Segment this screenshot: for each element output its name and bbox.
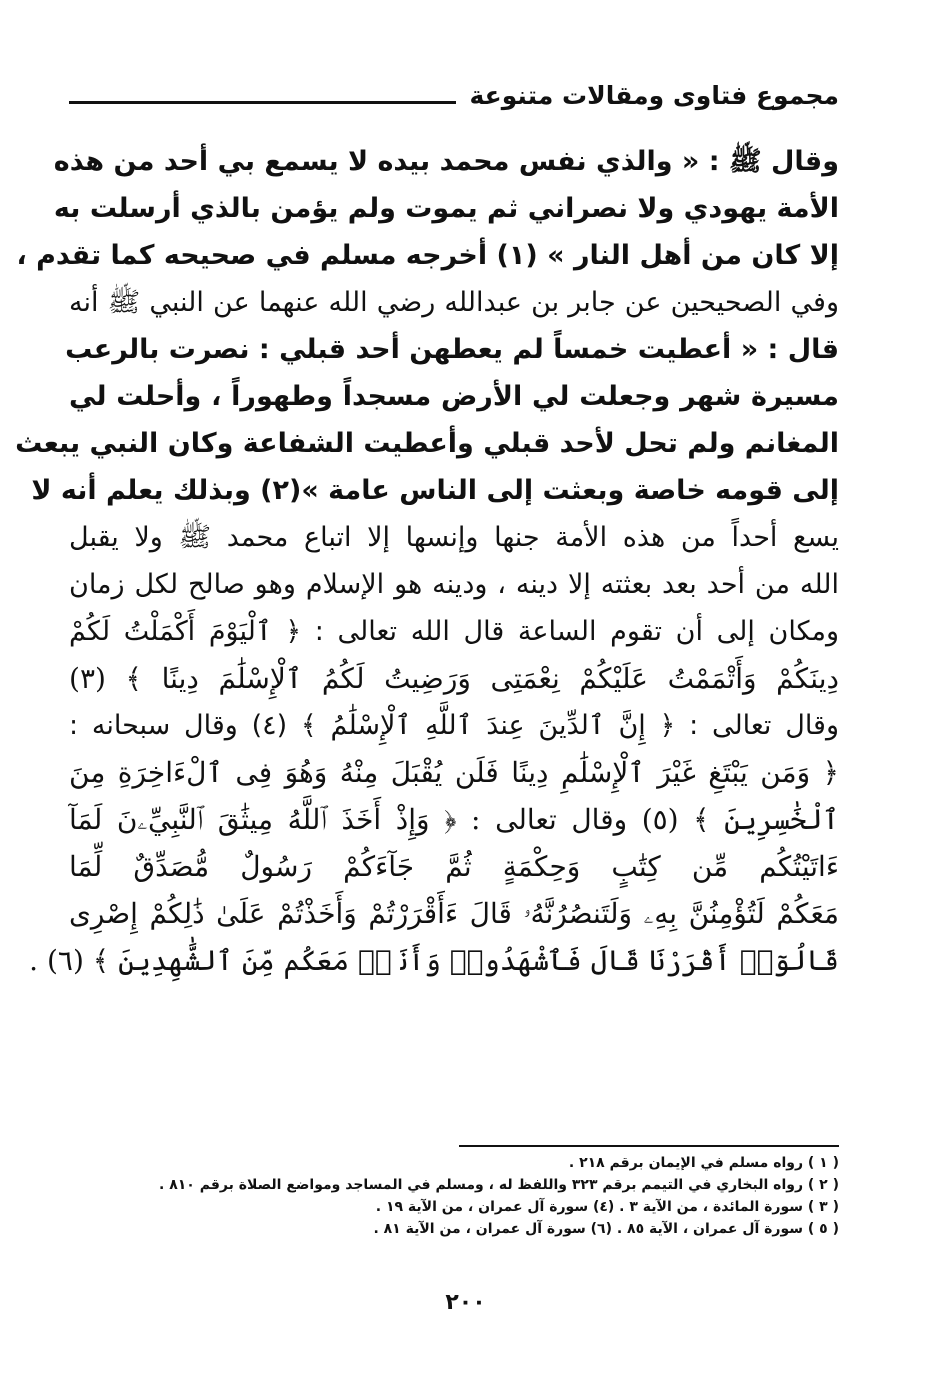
footnote: ( ٢ ) رواه البخاري في التيمم برقم ٣٢٣ واللفظ له ، ومسلم في المساجد ومواضع الصلاة برقم ٨١٠ . <box>159 1177 839 1193</box>
quran-verse-line: قَالُوٓا۟ أَقْرَرْنَا قَالَ فَٱشْهَدُوا۟ وَأَنَا۠ مَعَكُم مِّنَ ٱلشَّٰهِدِينَ ﴾ (٦) . <box>29 944 839 977</box>
body-line: يسع أحداً من هذه الأمة جنها وإنسها إلا اتباع محمد ﷺ ولا يقبل <box>69 522 839 553</box>
quran-verse-line: ٱلْخَٰسِرِينَ ﴾ (٥) وقال تعالى : ﴿ وَإِذْ أَخَذَ ٱللَّهُ مِيثَٰقَ ٱلنَّبِيِّۦنَ لَمَآ <box>69 803 839 836</box>
body-line: إلى قومه خاصة وبعثت إلى الناس عامة »(٢) وبذلك يعلم أنه لا <box>31 475 839 506</box>
body-line: مسيرة شهر وجعلت لي الأرض مسجداً وطهوراً ، وأحلت لي <box>69 381 839 412</box>
page-number: ٢٠٠ <box>445 1290 486 1315</box>
body-line: ومكان إلى أن تقوم الساعة قال الله تعالى : ﴿ ٱلْيَوْمَ أَكْمَلْتُ لَكُمْ <box>69 616 839 647</box>
body-line: المغانم ولم تحل لأحد قبلي وأعطيت الشفاعة وكان النبي يبعث <box>15 428 839 459</box>
header-title: مجموع فتاوى ومقالات متنوعة <box>469 80 839 110</box>
body-line: وقال ﷺ : « والذي نفس محمد بيده لا يسمع بي أحد من هذه <box>53 146 839 177</box>
body-line: الله من أحد بعد بعثته إلا دينه ، ودينه هو الإسلام وهو صالح لكل زمان <box>69 569 839 600</box>
body-line: وقال تعالى : ﴿ إِنَّ ٱلدِّينَ عِندَ ٱللَّهِ ٱلْإِسْلَٰمُ ﴾ (٤) وقال سبحانه : <box>69 710 839 741</box>
body-line: الأمة يهودي ولا نصراني ثم يموت ولم يؤمن بالذي أرسلت به <box>53 193 839 224</box>
body-line: وفي الصحيحين عن جابر بن عبدالله رضي الله عنهما عن النبي ﷺ أنه <box>69 287 839 318</box>
footnotes <box>69 1152 839 1240</box>
footnote: ( ٣ ) سورة المائدة ، من الآية ٣ . (٤) سورة آل عمران ، من الآية ١٩ . <box>375 1199 839 1215</box>
quran-verse-line: ﴿ وَمَن يَبْتَغِ غَيْرَ ٱلْإِسْلَٰمِ دِينًا فَلَن يُقْبَلَ مِنْهُ وَهُوَ فِى ٱلْءَاخِرَةِ مِنَ <box>69 756 839 789</box>
footnote-divider <box>459 1145 839 1147</box>
running-header <box>69 70 839 120</box>
quran-verse-line: دِينَكُمْ وَأَتْمَمْتُ عَلَيْكُمْ نِعْمَتِى وَرَضِيتُ لَكُمُ ٱلْإِسْلَٰمَ دِينًا ﴾ (٣) <box>69 662 839 695</box>
footnote: ( ٥ ) سورة آل عمران ، الآية ٨٥ . (٦) سورة آل عمران ، من الآية ٨١ . <box>373 1221 839 1237</box>
body-text <box>15 138 839 984</box>
body-line: قال : « أعطيت خمساً لم يعطهن أحد قبلي : نصرت بالرعب <box>65 334 839 365</box>
quran-verse-line: ءَاتَيْتُكُم مِّن كِتَٰبٍ وَحِكْمَةٍ ثُمَّ جَآءَكُمْ رَسُولٌ مُّصَدِّقٌ لِّمَا <box>69 850 839 883</box>
footnote: ( ١ ) رواه مسلم في الإيمان برقم ٢١٨ . <box>568 1155 839 1171</box>
quran-verse-line: مَعَكُمْ لَتُؤْمِنُنَّ بِهِۦ وَلَتَنصُرُنَّهُۥ قَالَ ءَأَقْرَرْتُمْ وَأَخَذْتُمْ عَلَىٰ ذَٰلِكُمْ إِصْرِى <box>69 897 839 930</box>
header-rule <box>69 101 456 104</box>
body-line: إلا كان من أهل النار » (١) أخرجه مسلم في صحيحه كما تقدم ، <box>16 240 839 271</box>
